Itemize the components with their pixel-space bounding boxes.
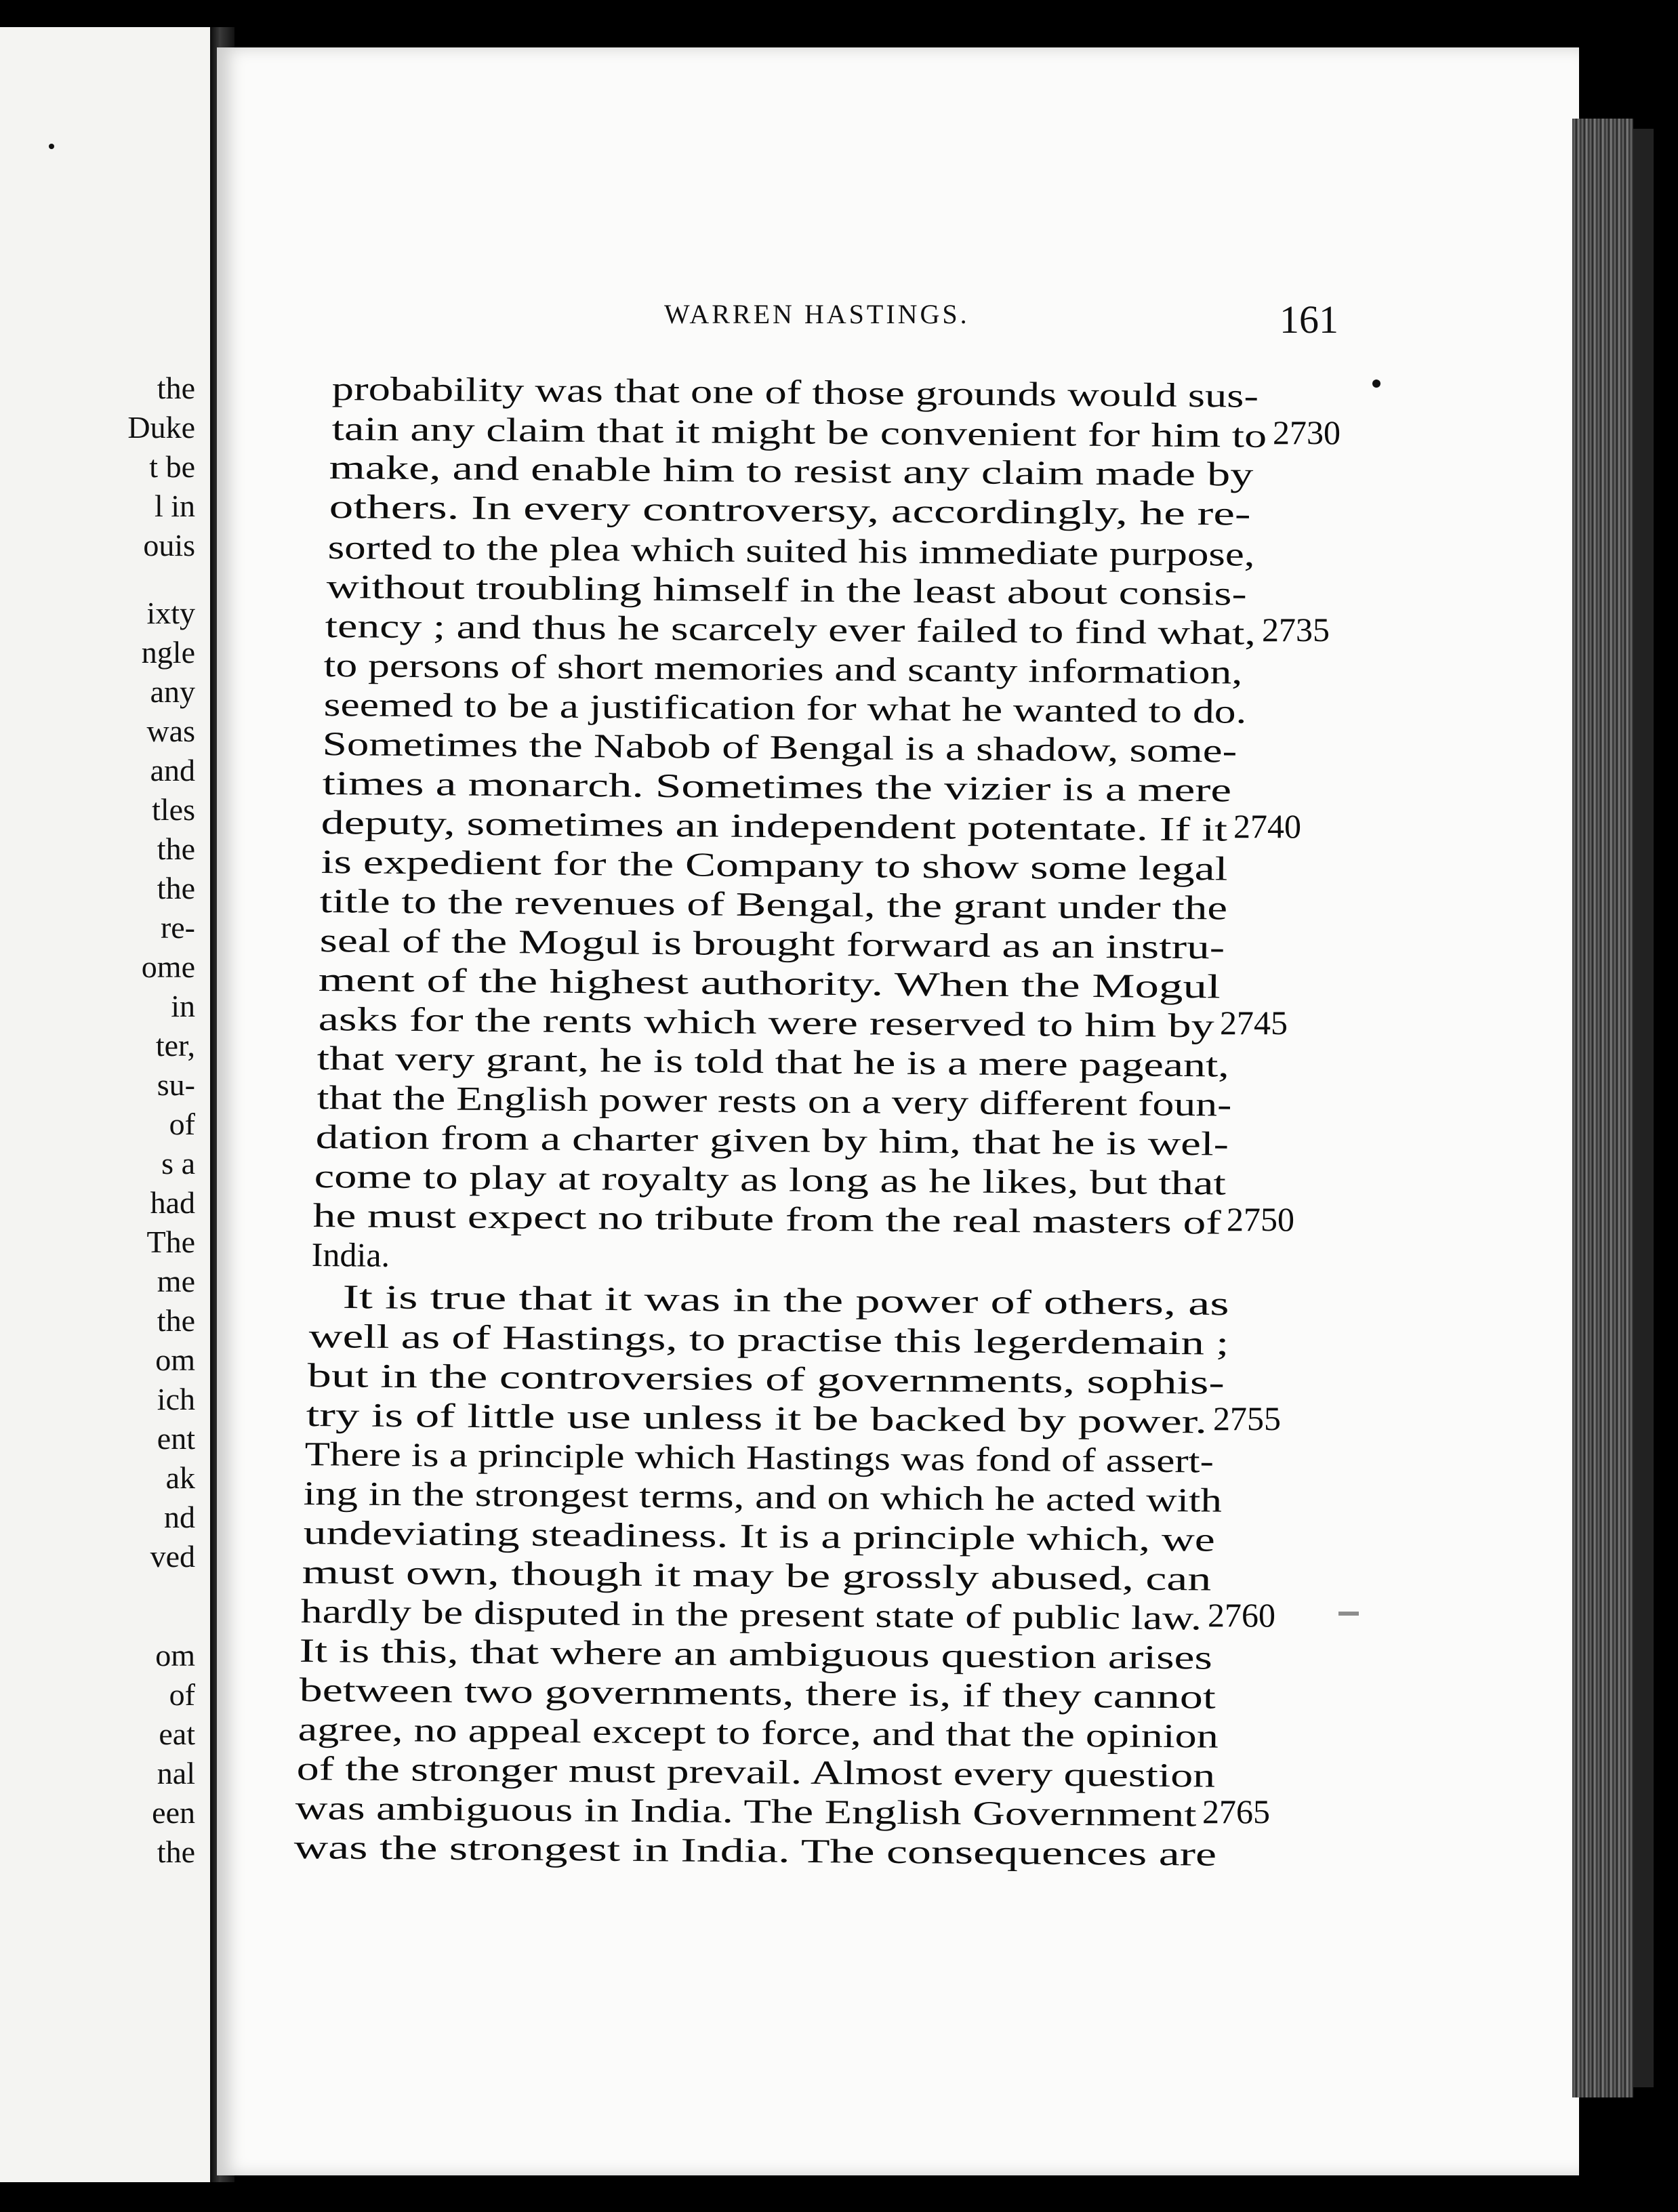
- text-line: There is a principle which Hastings was fond of assert-: [304, 1435, 1214, 1480]
- text-line: ing in the strongest terms, and on which he acted with: [303, 1474, 1223, 1519]
- text-line: probability was that one of those grounds would sus-: [331, 369, 1259, 415]
- line-number: 2755: [1213, 1399, 1281, 1437]
- previous-page-fragment: ouis: [143, 528, 195, 562]
- text-line: hardly be disputed in the present state of public law.: [300, 1592, 1202, 1637]
- text-line: well as of Hastings, to practise this legerdemain ;: [308, 1317, 1229, 1362]
- text-line: that the English power rests on a very different foun-: [316, 1078, 1232, 1124]
- previous-page-fragment: The: [146, 1225, 195, 1259]
- previous-page-fragment: su-: [157, 1067, 195, 1102]
- text-line: must own, though it may be grossly abused, can: [302, 1553, 1212, 1598]
- previous-page-fragment: and: [150, 753, 195, 787]
- text-line: India.: [311, 1235, 390, 1274]
- text-line: seal of the Mogul is brought forward as an instru-: [319, 921, 1225, 966]
- text-line: that very grant, he is told that he is a mere pageant,: [316, 1039, 1230, 1084]
- text-line: deputy, sometimes an independent potentate. If it: [321, 803, 1228, 848]
- text-line: others. In every controversy, accordingly, he re-: [329, 487, 1251, 533]
- previous-page-fragment: Duke: [127, 410, 195, 445]
- previous-page-fragment: re-: [160, 910, 195, 945]
- text-line: make, and enable him to resist any claim made by: [329, 448, 1254, 493]
- previous-page-fragment: t be: [149, 449, 195, 484]
- text-line: undeviating steadiness. It is a principle which, we: [303, 1513, 1216, 1559]
- text-line: of the stronger must prevail. Almost every question: [296, 1749, 1216, 1795]
- text-line: without troubling himself in the least about consis-: [326, 567, 1247, 613]
- previous-page-fragment: eat: [159, 1717, 195, 1751]
- line-number: 2765: [1202, 1793, 1270, 1830]
- previous-page-fragment: l in: [154, 489, 195, 523]
- text-line: was the strongest in India. The consequences are: [293, 1828, 1217, 1873]
- previous-page-fragment: any: [150, 674, 195, 709]
- page-number: 161: [1280, 298, 1338, 342]
- ink-smudge: [1338, 1612, 1359, 1616]
- previous-page-fragment: ent: [157, 1421, 195, 1456]
- line-number: 2760: [1208, 1596, 1275, 1634]
- previous-page-fragment: s a: [161, 1146, 195, 1181]
- line-number: 2735: [1262, 611, 1330, 649]
- previous-page-fragment: om: [155, 1638, 195, 1673]
- text-line: times a monarch. Sometimes the vizier is a mere: [322, 764, 1232, 809]
- ink-speck: [49, 144, 54, 149]
- previous-page-fragment: ixty: [146, 596, 195, 630]
- text-line: seemed to be a justification for what he wanted to do.: [323, 685, 1247, 731]
- text-line: try is of little use unless it be backed by power.: [306, 1395, 1208, 1441]
- text-line: agree, no appeal except to force, and that the opinion: [298, 1710, 1219, 1755]
- text-line: between two governments, there is, if they cannot: [299, 1671, 1216, 1716]
- previous-page-fragment: the: [157, 871, 195, 905]
- line-number: 2730: [1273, 413, 1341, 451]
- previous-page-fragment: had: [150, 1185, 195, 1220]
- previous-page-fragment: of: [169, 1107, 195, 1141]
- previous-page-fragment: om: [155, 1343, 195, 1377]
- running-head: WARREN HASTINGS.: [664, 299, 970, 329]
- previous-page-fragment: nal: [157, 1756, 195, 1790]
- text-line: but in the controversies of governments, sophis-: [307, 1356, 1225, 1401]
- text-line: It is true that it was in the power of others, as: [342, 1277, 1229, 1323]
- text-line: he must expect no tribute from the real masters of: [312, 1196, 1221, 1242]
- previous-page-fragment: the: [157, 832, 195, 866]
- previous-page-fragment: the: [157, 1835, 195, 1869]
- previous-page-fragment: een: [152, 1795, 195, 1830]
- previous-page-fragment: ter,: [155, 1028, 195, 1063]
- text-line: to persons of short memories and scanty information,: [323, 646, 1243, 691]
- text-line: It is this, that where an ambiguous question arises: [299, 1631, 1213, 1677]
- ink-speck: [1372, 380, 1380, 388]
- previous-page-fragment: was: [146, 714, 195, 748]
- line-number: 2745: [1220, 1004, 1288, 1042]
- previous-page-fragment: the: [157, 371, 195, 405]
- previous-page-fragment: in: [171, 989, 195, 1023]
- text-line: ment of the highest authority. When the Mogul: [318, 960, 1221, 1006]
- text-line: come to play at royalty as long as he likes, but that: [314, 1157, 1227, 1202]
- text-line: was ambiguous in India. The English Government: [295, 1788, 1197, 1834]
- text-line: title to the revenues of Bengal, the grant under the: [319, 882, 1228, 927]
- previous-page-fragment: me: [157, 1264, 195, 1298]
- page-edges: [1572, 119, 1633, 2097]
- text-line: is expedient for the Company to show some legal: [321, 842, 1228, 888]
- previous-page-fragment: ved: [150, 1539, 195, 1574]
- previous-page-edge: [0, 27, 220, 2182]
- previous-page-fragment: ome: [141, 949, 195, 984]
- previous-page-fragment: nd: [164, 1500, 195, 1534]
- text-line: sorted to the plea which suited his immediate purpose,: [327, 528, 1255, 573]
- line-number: 2750: [1227, 1200, 1294, 1238]
- text-line: asks for the rents which were reserved to him by: [318, 1000, 1214, 1045]
- text-line: tency ; and thus he scarcely ever failed to find what,: [325, 607, 1256, 652]
- text-line: tain any claim that it might be convenient for him to: [331, 409, 1267, 455]
- text-line: Sometimes the Nabob of Bengal is a shadow, some-: [322, 724, 1237, 770]
- binding-edge: [1633, 129, 1654, 2087]
- previous-page-fragment: tles: [152, 792, 195, 827]
- previous-page-fragment: the: [157, 1303, 195, 1338]
- previous-page-fragment: ich: [157, 1382, 195, 1416]
- previous-page-fragment: of: [169, 1677, 195, 1712]
- line-number: 2740: [1233, 807, 1301, 845]
- previous-page-fragment: ngle: [141, 635, 195, 670]
- text-line: dation from a charter given by him, that he is wel-: [315, 1118, 1229, 1163]
- previous-page-fragment: ak: [165, 1460, 195, 1495]
